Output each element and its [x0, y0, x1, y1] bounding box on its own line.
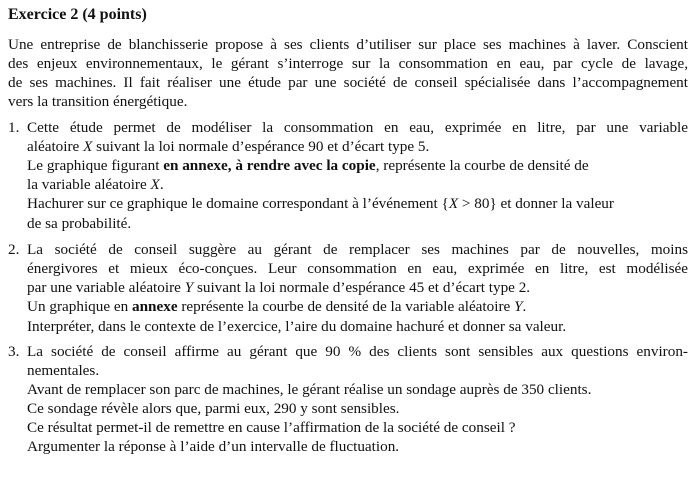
text: représente la courbe de densité de la variable aléatoire [177, 298, 515, 315]
question-line: nementales. [27, 362, 100, 379]
bold-instruction: en annexe, à rendre avec la copie [163, 157, 376, 174]
intro-line: de ses machines. Il fait réaliser une étude par une société de conseil spécialisée dans l’accompagnement [8, 74, 688, 91]
text: aléatoire [27, 138, 84, 155]
question-line: La société de conseil suggère au gérant de remplacer ses machines par de nouvelles, moins [27, 241, 688, 258]
question-line [27, 156, 688, 175]
question-line: Cette étude permet de modéliser la consommation en eau, exprimée en litre, par une variable [27, 119, 688, 136]
question-line [27, 194, 614, 213]
question-number: 2. [8, 241, 20, 258]
question-number: 3. [8, 343, 20, 360]
text: Hachurer sur ce graphique le domaine correspondant à l’événement { [27, 195, 449, 212]
text: > 80} et donner la valeur [458, 195, 614, 212]
question-line: Ce résultat permet-il de remettre en cause l’affirmation de la société de conseil ? [27, 419, 516, 436]
question-line: Argumenter la réponse à l’aide d’un intervalle de fluctuation. [27, 438, 400, 455]
intro-line: vers la transition énergétique. [8, 93, 188, 110]
bold-annexe: annexe [132, 298, 178, 315]
question-line [27, 278, 530, 297]
text: . [159, 176, 164, 193]
text: Un graphique en [27, 298, 133, 315]
text: Le graphique figurant [27, 157, 164, 174]
question-number: 1. [8, 119, 20, 136]
variable-x: X [448, 195, 459, 212]
question-line: Avant de remplacer son parc de machines, le gérant réalise un sondage auprès de 350 clients. [27, 381, 592, 398]
question-line: Interpréter, dans le contexte de l’exercice, l’aire du domaine hachuré et donner sa valeur. [27, 318, 567, 335]
intro-line: des enjeux environnementaux, le gérant s’interroge sur la consommation en eau, par cycle de lavage, [8, 55, 688, 72]
exercise-title: Exercice 2 (4 points) [8, 6, 147, 23]
text: suivant la loi normale d’espérance 90 et d’écart type 5. [92, 138, 430, 155]
text: . [522, 298, 527, 315]
variable-x: X [150, 176, 160, 193]
question-line: de sa probabilité. [27, 215, 132, 232]
variable-y: Y [184, 279, 194, 296]
variable-y: Y [514, 298, 523, 315]
text [27, 156, 589, 175]
text: la variable aléatoire [27, 176, 151, 193]
text: , représente la courbe de densité de [375, 157, 589, 174]
intro-line: Une entreprise de blanchisserie propose à ses clients d’utiliser sur place ses machines à laver. Conscient [8, 36, 688, 53]
question-line: La société de conseil affirme au gérant que 90 % des clients sont sensibles aux questions environ- [27, 343, 688, 360]
question-line [27, 175, 164, 194]
text: suivant la loi normale d’espérance 45 et d’écart type 2. [193, 279, 531, 296]
text: par une variable aléatoire [27, 279, 185, 296]
question-line [27, 137, 429, 156]
question-line: énergivores et mieux éco-conçues. Leur consommation en eau, exprimée en litre, est modélisée [27, 260, 688, 277]
question-line [27, 297, 526, 316]
variable-x: X [83, 138, 93, 155]
question-line: Ce sondage révèle alors que, parmi eux, 290 y sont sensibles. [27, 400, 400, 417]
